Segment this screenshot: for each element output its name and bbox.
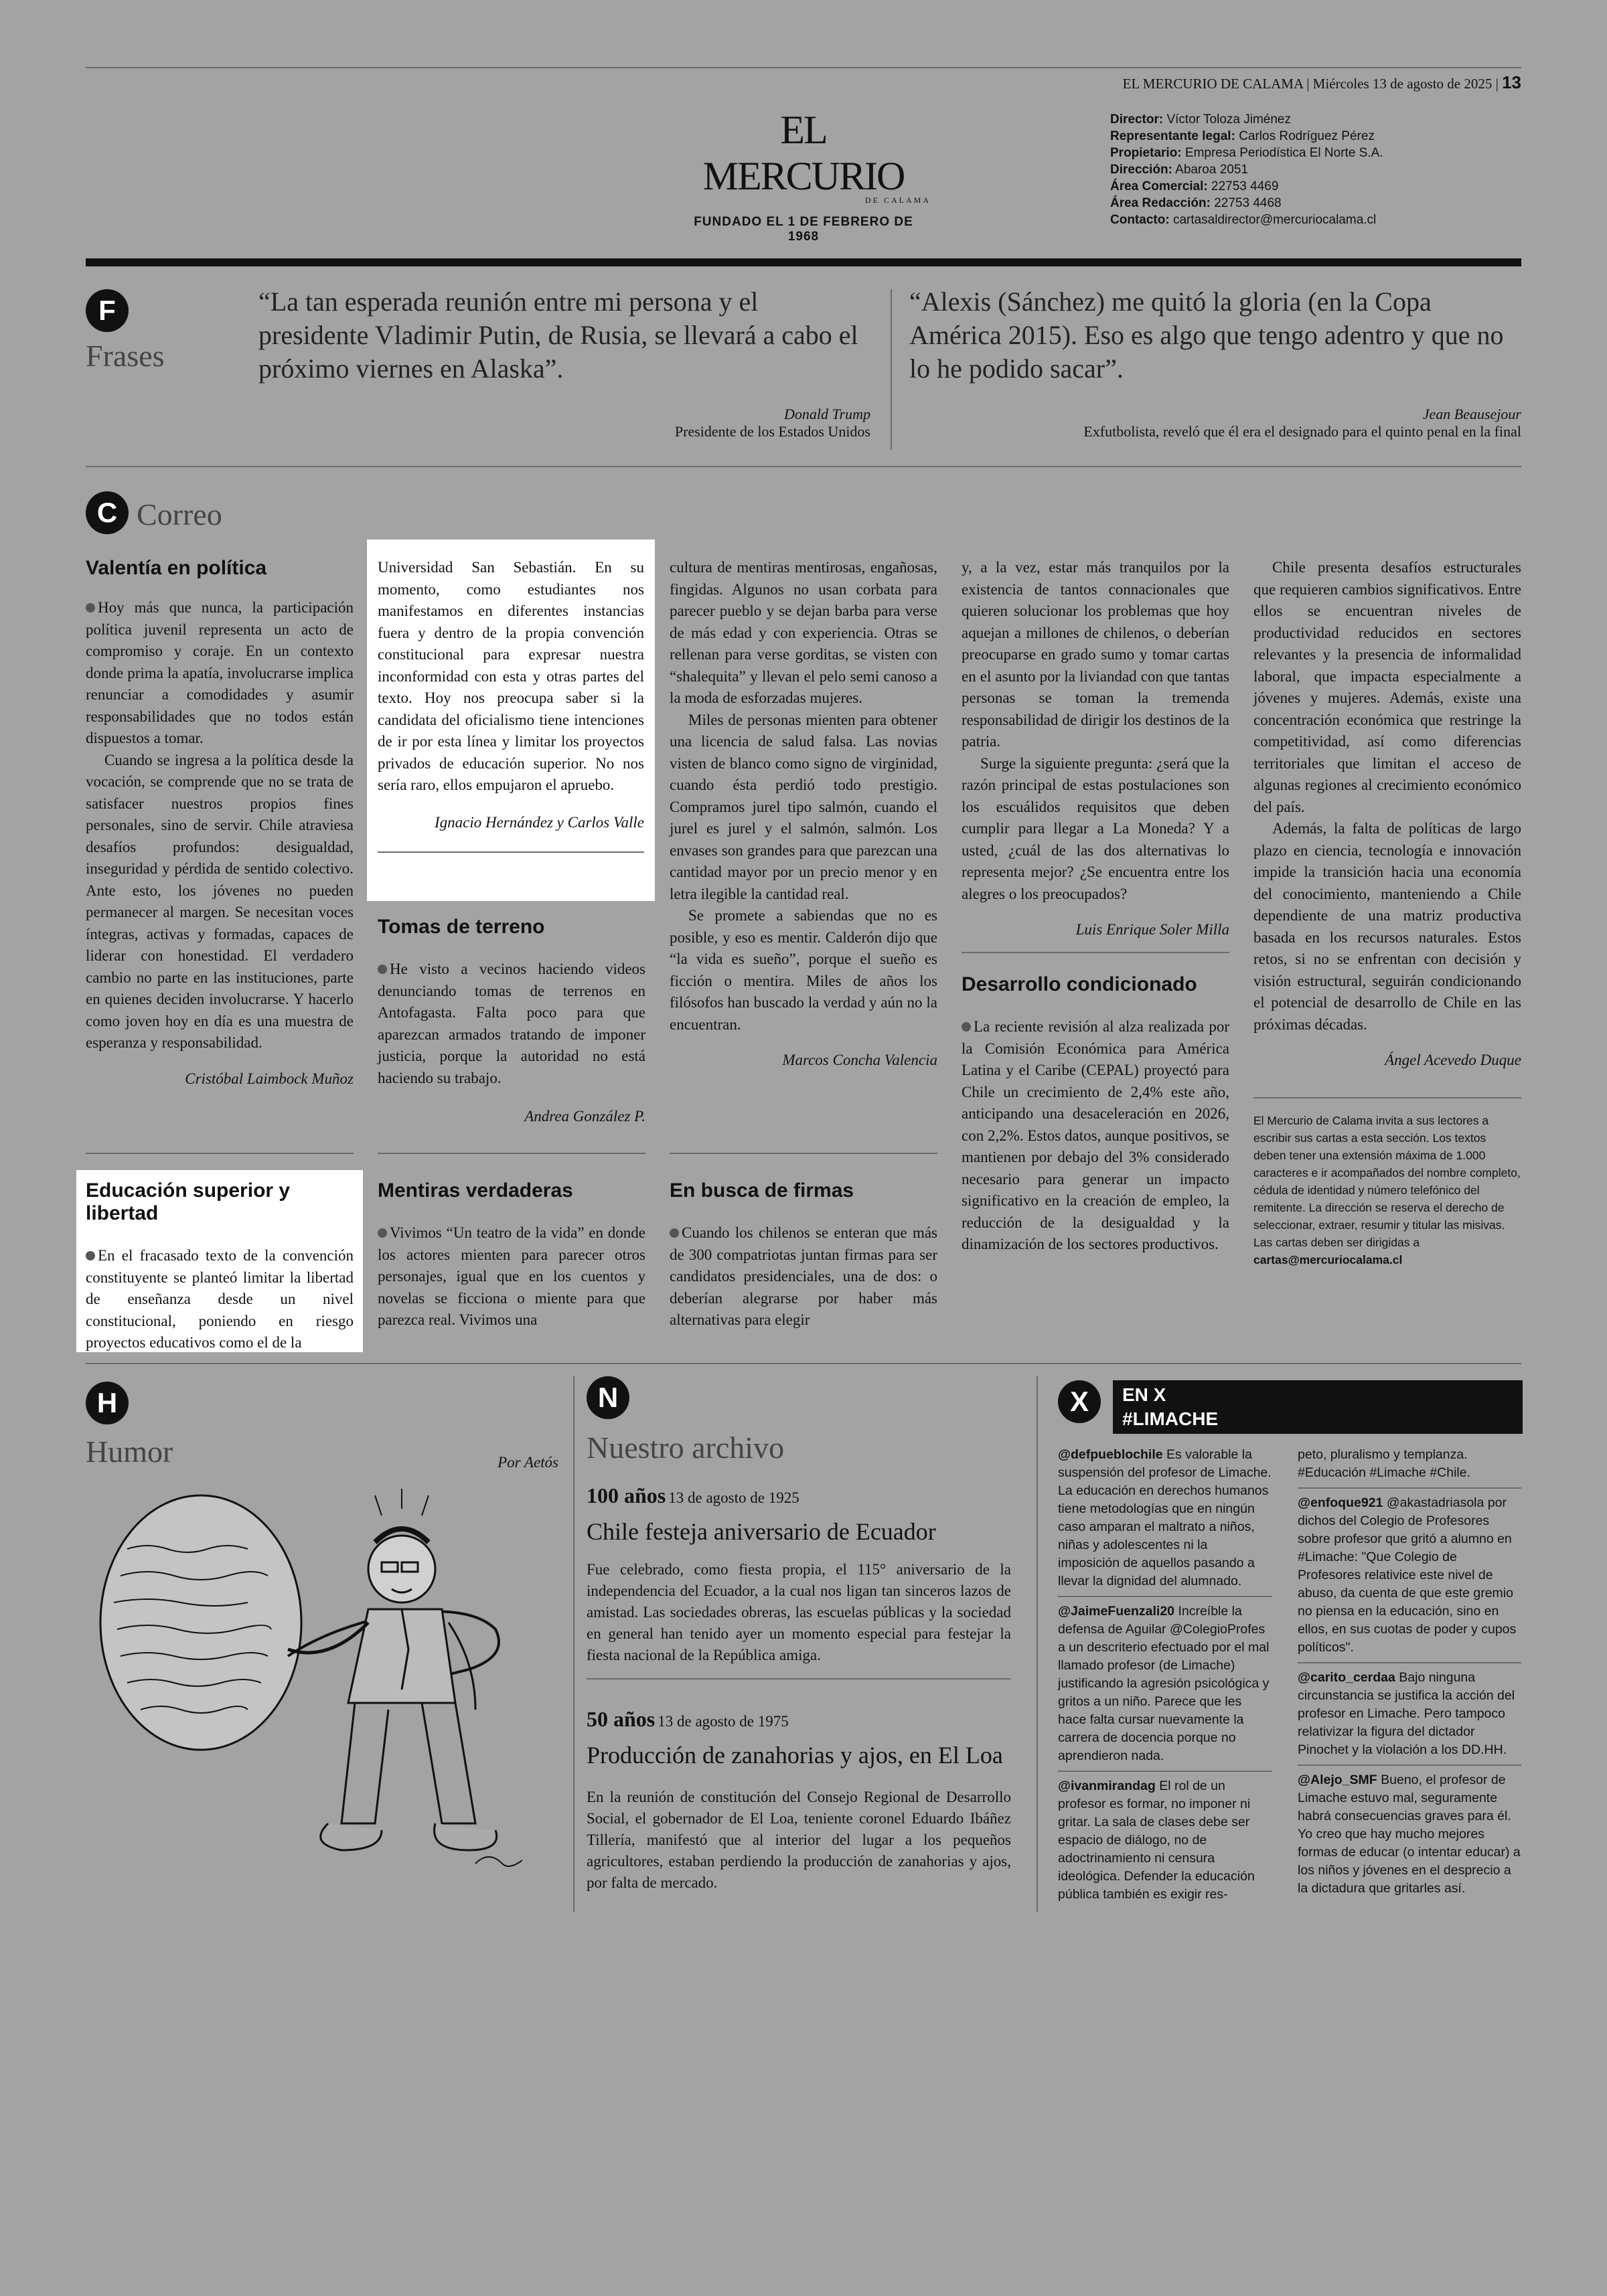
tweet-divider	[1298, 1487, 1521, 1489]
tweet-handle: @JaimeFuenzali20	[1058, 1604, 1175, 1619]
letter-paragraph: Chile presenta desafíos estructurales que requieren cambios significativos. Entre ellos se encuentran niveles de productividad reducidos en sectores relevantes y la presencia de informalidad laboral, que impacta especialmente a jóvenes y mujeres. Además, existe una concentración económica que restringe la competitividad, así como diferencias territoriales que limitan el acceso de algunas regiones al crecimiento económico del país.	[1253, 559, 1521, 815]
folio-text: EL MERCURIO DE CALAMA | Miércoles 13 de agosto de 2025 |	[1122, 76, 1499, 92]
bullet-icon	[378, 1228, 387, 1238]
quote-block	[909, 285, 1512, 386]
letter	[86, 557, 354, 1088]
quote-attribution	[536, 406, 870, 440]
tweet-handle: @ivanmirandag	[1058, 1779, 1156, 1793]
bullet-icon	[86, 603, 95, 612]
quote-role: Exfutbolista, reveló que él era el designado para el quinto penal en la final	[1083, 423, 1521, 440]
tweet: @Alejo_SMF Bueno, el profesor de Limache estuvo mal, seguramente habrá consecuencias graves para él. Yo creo que hay mucho mejores formas de educar (o intentar educar) a los niños y jóvenes en el desprecio a la dictadura que gritarles así.	[1298, 1773, 1521, 1896]
notice-text: El Mercurio de Calama invita a sus lectores a escribir sus cartas a esta sección. Los textos deben tener una extensión máxima de 1.000 caracteres e ir acompañados del nombre completo, cédula de identidad y número telefónico del remitente. La dirección se reserva el derecho de seleccionar, extraer, resumir y titular las misivas. Las cartas deben ser dirigidas a	[1253, 1114, 1521, 1249]
staff-row: Área Comercial: 22753 4469	[1110, 179, 1279, 193]
page-number: 13	[1502, 72, 1521, 92]
quote-text: “La tan esperada reunión entre mi persona y el presidente Vladimir Putin, de Rusia, se llevará a cabo el próximo viernes en Alaska”.	[258, 286, 858, 384]
top-rule	[86, 67, 1521, 68]
letter-paragraph: y, a la vez, estar más tranquilos por la existencia de tantos connacionales que quieren solucionar los problemas que hoy aquejan a millones de chilenos, o deberían preocuparse en grado sumo y tomar cartas en el asunto por la liviandad con que tantas personas se toman la tremenda responsabilidad de dirigir los destinos de la patria.	[962, 559, 1229, 750]
letter-signature: Marcos Concha Valencia	[782, 1052, 937, 1068]
correo-label: Correo	[137, 497, 222, 531]
letter-heading: Tomas de terreno	[378, 916, 545, 938]
bullet-icon	[670, 1228, 679, 1238]
archive-body: Fue celebrado, como fiesta propia, el 115° aniversario de la independencia del Ecuador, a la cual nos ligan tan sinceros lazos de amistad. Las sociedades obreras, las escuelas públicas y la sociedad en general han tenido ayer un momento especial para festejar la fiesta nacional de la República amiga.	[587, 1561, 1011, 1663]
letter-heading: Educación superior y libertad	[86, 1179, 291, 1224]
letter-paragraph: Vivimos “Un teatro de la vida” en donde los actores mienten para parecer otros personajes, igual que en los cuentos y novelas se ficciona o miente para que parezca real. Vivimos una	[378, 1224, 645, 1328]
humor-badge: H	[86, 1382, 129, 1424]
bullet-icon	[962, 1022, 971, 1032]
column-rule	[378, 1153, 645, 1154]
letter	[1253, 557, 1521, 1268]
letter-signature: Luis Enrique Soler Milla	[1075, 921, 1229, 938]
correo-badge: C	[86, 491, 129, 534]
archive-item	[587, 1707, 1011, 1894]
archive-date: 13 de agosto de 1925	[668, 1489, 799, 1506]
letter-signature: Andrea González P.	[524, 1108, 645, 1125]
submission-notice	[1253, 1112, 1521, 1268]
letter-signature: Ignacio Hernández y Carlos Valle	[434, 813, 644, 831]
staff-row: Representante legal: Carlos Rodríguez Pérez	[1110, 129, 1375, 143]
letter	[670, 557, 937, 1069]
humor-label: Humor	[86, 1434, 173, 1469]
tweet-handle: @defpueblochile	[1058, 1447, 1163, 1462]
x-badge: X	[1058, 1380, 1101, 1423]
archivo-badge: N	[587, 1376, 629, 1419]
tweets-column	[1058, 1446, 1272, 1904]
staff-row: Área Redacción: 22753 4468	[1110, 196, 1282, 210]
bullet-icon	[86, 1251, 95, 1260]
letter-paragraph: Hoy más que nunca, la participación política juvenil representa un acto de compromiso y coraje. En un contexto donde prima la apatía, involucrarse implica renunciar a comodidades y asumir responsabilidades que no todos están dispuestos a tomar.	[86, 599, 354, 746]
x-header	[1113, 1380, 1523, 1434]
bullet-icon	[378, 965, 387, 974]
tweet-divider	[1298, 1765, 1521, 1766]
tweet: @enfoque921 @akastadriasola por dichos del Colegio de Profesores sobre profesor que gritó a alumno en #Limache: "Que Colegio de Profesores relativice este nivel de abuso, da cuenta de que este gremio no piensa en la educación, sino en ellos, en sus cuotas de poder y cupos políticos".	[1298, 1495, 1517, 1655]
tweet-handle: @enfoque921	[1298, 1495, 1383, 1510]
letter-paragraph: Miles de personas mienten para obtener una licencia de salud falsa. Las novias visten de blanco como signo de virginidad, cuando ésta perdió todo prestigio. Compramos jurel tipo salmón, cuando el jurel es jurel y el salmón, salmón. Los envases son grandes para que parezcan una cantidad mayor por un precio menor y en letra ilegible la cantidad real.	[670, 711, 937, 902]
letter	[378, 1179, 645, 1331]
archive-rule	[587, 1678, 1011, 1679]
letter-paragraph: Surge la siguiente pregunta: ¿será que la razón principal de estas postulaciones son los escuálidos requisitos que deben cumplir para llegar a La Moneda? Y a usted, ¿cuál de las dos alternativas lo representa mejor? ¿Se encuentra entre los alegres o los preocupados?	[962, 754, 1229, 902]
letter-paragraph: Universidad San Sebastián. En su momento, como estudiantes nos manifestamos en diferentes instancias fuera y dentro de la propia convención constitucional para expresar nuestra inconformidad con esta y otras partes del texto. Hoy nos preocupa saber si la candidata del oficialismo tiene intenciones de ir por esta línea y limitar los proyectos privados de educación superior. No nos sería raro, ellos empujaron el apruebo.	[378, 559, 644, 793]
cartoon-illustration	[87, 1489, 562, 1910]
letter-signature: Cristóbal Laimbock Muñoz	[185, 1070, 354, 1087]
x-header-line1: EN X	[1122, 1384, 1166, 1405]
frases-badge: F	[86, 289, 129, 332]
archive-date: 13 de agosto de 1975	[658, 1713, 789, 1730]
letter-paragraph: La reciente revisión al alza realizada por la Comisión Económica para América Latina y el Caribe (CEPAL) proyectó para Chile un crecimiento de 2,4% este año, anticipando una desaceleración en 2026, con 2,2%. Estos datos, aunque positivos, se mantienen por debajo del 3% considerado necesario para generar un impacto significativo en la creación de empleo, la reducción de la desigualdad y la dinamización de los sectores productivos.	[962, 1018, 1229, 1252]
section-divider	[1037, 1376, 1038, 1912]
staff-row: Propietario: Empresa Periodística El Norte S.A.	[1110, 146, 1383, 160]
tweet-divider	[1058, 1771, 1272, 1772]
column-rule	[962, 952, 1229, 953]
letter-heading: Mentiras verdaderas	[378, 1179, 573, 1202]
humor-byline: Por Aetós	[498, 1454, 558, 1471]
letter	[962, 557, 1229, 1256]
letter-heading: Desarrollo condicionado	[962, 973, 1197, 995]
tweet: peto, pluralismo y templanza. #Educación #Limache #Chile.	[1298, 1447, 1470, 1480]
letter-heading: Valentía en política	[86, 557, 267, 579]
column-rule	[378, 851, 644, 853]
tweets-column	[1298, 1446, 1521, 1898]
archive-years: 100 años	[587, 1483, 666, 1507]
staff-row: Director: Víctor Toloza Jiménez	[1110, 112, 1291, 127]
x-header-line2: #LIMACHE	[1122, 1408, 1219, 1429]
letter-paragraph: cultura de mentiras mentirosas, engañosas, fingidas. Algunos no usan corbata para parecer pueblo y se dejan barba para verse de más edad y con experiencia. Otras se rellenan para verse gorditas, se visten con “shalequita” y llevan el pelo semi canoso a la moda de esforzadas mujeres.	[670, 559, 937, 706]
logo-title: EL MERCURIO	[702, 108, 905, 198]
letter-paragraph: He visto a vecinos haciendo videos denunciando tomas de terrenos en Antofagasta. Falta poco para que aparezcan armados tratando de imponer justicia, porque la autoridad no está haciendo su trabajo.	[378, 961, 645, 1086]
founded-date: FUNDADO EL 1 DE FEBRERO DE 1968	[694, 215, 913, 244]
quote-role: Presidente de los Estados Unidos	[674, 423, 870, 440]
section-divider	[573, 1376, 575, 1912]
column-rule	[1253, 1097, 1521, 1098]
quote-divider	[891, 289, 892, 450]
logo	[676, 107, 931, 244]
column-rule	[86, 1153, 354, 1154]
archive-years: 50 años	[587, 1707, 656, 1731]
tweet: @JaimeFuenzali20 Increíble la defensa de Aguilar @ColegioProfes a un descriterio efectuado por el mal llamado profesor (de Limache) justificando la agresión psicológica y gritos a un niño. Parece que les hace falta cursar nuevamente la carrera de docencia porque no aprendieron nada.	[1058, 1604, 1270, 1763]
archive-title: Chile festeja aniversario de Ecuador	[587, 1518, 936, 1545]
archivo-label: Nuestro archivo	[587, 1430, 785, 1465]
letter-heading: En busca de firmas	[670, 1179, 854, 1202]
tweet: @defpueblochile Es valorable la suspensión del profesor de Limache. La educación en derechos humanos tiene metodologías que en ningún caso amparan el maltrato a niños, niñas y adolescentes ni la imposición de aquellos pasando a llevar la dignidad del alumnado.	[1058, 1447, 1272, 1588]
folio	[1123, 72, 1521, 93]
quote-text: “Alexis (Sánchez) me quitó la gloria (en la Copa América 2015). Eso es algo que tengo adentro y que no lo he podido sacar”.	[909, 286, 1504, 384]
letter-highlighted	[76, 1170, 363, 1352]
tweet-divider	[1058, 1596, 1272, 1597]
column-rule	[670, 1153, 937, 1154]
letter-highlighted	[367, 540, 655, 901]
quote-attribution	[937, 406, 1521, 440]
staff-box	[1110, 111, 1485, 228]
tweet: @ivanmirandag El rol de un profesor es formar, no imponer ni gritar. La sala de clases debe ser espacio de diálogo, no de adoctrinamiento ni censura ideológica. Defender la educación pública también es exigir res-	[1058, 1779, 1255, 1902]
notice-email: cartas@mercuriocalama.cl	[1253, 1253, 1403, 1266]
archive-item	[587, 1483, 1011, 1679]
logo-sub: DE CALAMA	[865, 195, 931, 205]
letter	[670, 1179, 937, 1331]
tweet-handle: @carito_cerdaa	[1298, 1670, 1395, 1685]
quote-author: Donald Trump	[784, 406, 870, 422]
masthead-rule	[86, 258, 1521, 266]
quote-author: Jean Beausejour	[1422, 406, 1521, 422]
letter-paragraph: Cuando los chilenos se enteran que más de 300 compatriotas juntan firmas para ser candidatos presidenciales, una de dos: o deberían alegrarse por haber más alternativas para elegir	[670, 1224, 937, 1328]
tweet-divider	[1298, 1662, 1521, 1663]
quote-block	[258, 285, 861, 386]
letter	[378, 916, 645, 1125]
letter-signature: Ángel Acevedo Duque	[1385, 1052, 1521, 1068]
staff-row: Contacto: cartasaldirector@mercuriocalama.cl	[1110, 213, 1377, 227]
frases-rule	[86, 466, 1521, 467]
frases-label: Frases	[86, 339, 165, 373]
tweet: @carito_cerdaa Bajo ninguna circunstancia se justifica la acción del profesor en Limache. Pero tampoco relativizar la figura del dictador Pinochet y la violación a los DD.HH.	[1298, 1670, 1515, 1757]
letter-paragraph: En el fracasado texto de la convención constituyente se planteó limitar la libertad de enseñanza desde un nivel constitucional, poniendo en riesgo proyectos educativos como el de la	[86, 1247, 354, 1351]
archive-body: En la reunión de constitución del Consejo Regional de Desarrollo Social, el gobernador de El Loa, teniente coronel Eduardo Ibáñez Tillería, manifestó que al interior del lugar a los pequeños agricultores, estaban perdiendo la producción de zanahorias y ajos, por falta de mercado.	[587, 1789, 1011, 1891]
letter-paragraph: Cuando se ingresa a la política desde la vocación, se comprende que no se trata de satisfacer nuestros propios fines personales, sino de servir. Chile atraviesa desafíos profundos: desigualdad, inseguridad y pérdida de sentido colectivo. Ante esto, los jóvenes no pueden permanecer al margen. Se necesitan voces íntegras, activas y formadas, capaces de liderar con honestidad. El verdadero cambio no parte en las instituciones, parte en quienes deciden involucrarse. Y hacerlo como joven hoy en día es una muestra de esperanza y responsabilidad.	[86, 751, 354, 1051]
letter-paragraph: Además, la falta de políticas de largo plazo en ciencia, tecnología e innovación impide la transición hacia una economía del conocimiento, manteniendo a Chile dependiente de una matriz productiva basada en los recursos naturales. Estos retos, si no se enfrentan con decisión y visión estructural, seguirán condicionando el potencial de desarrollo de Chile en las próximas décadas.	[1253, 820, 1521, 1033]
tweet-handle: @Alejo_SMF	[1298, 1773, 1377, 1787]
correo-rule	[86, 1363, 1521, 1364]
archive-title: Producción de zanahorias y ajos, en El Loa	[587, 1742, 1003, 1769]
letter-paragraph: Se promete a sabiendas que no es posible, y eso es mentir. Calderón dijo que “la vida es sueño”, porque el sueño es ficción o mentira. Miles de años los filósofos han buscado la verdad y aún no la encuentran.	[670, 907, 937, 1033]
staff-row: Dirección: Abaroa 2051	[1110, 163, 1248, 177]
